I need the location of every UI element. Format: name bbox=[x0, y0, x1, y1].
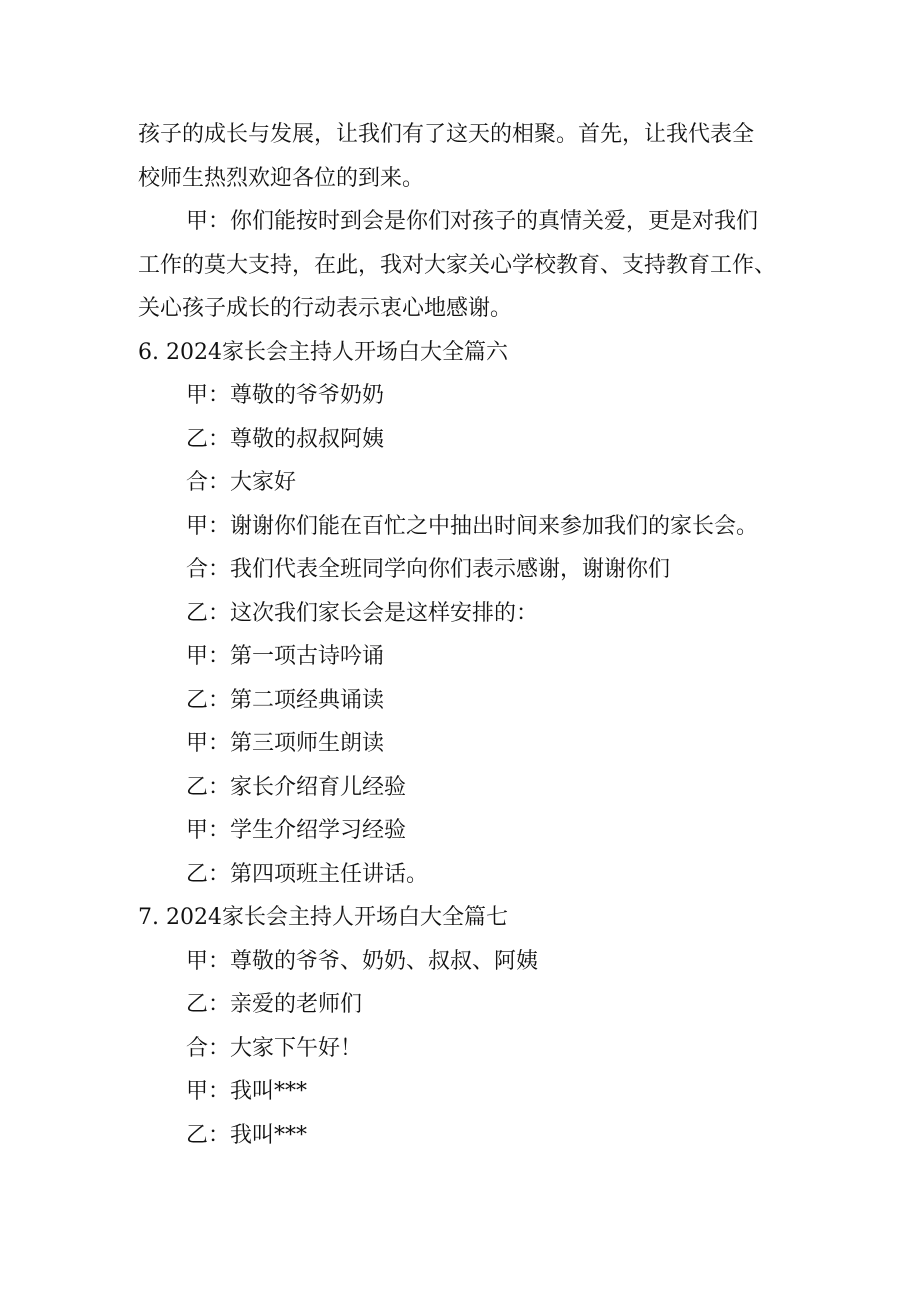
dialogue-line: 甲：我叫*** bbox=[186, 1079, 308, 1104]
document-page bbox=[138, 113, 788, 1157]
dialogue-line: 合：大家好 bbox=[186, 470, 297, 495]
dialogue-line: 甲：第三项师生朗读 bbox=[186, 731, 385, 756]
paragraph-line: 甲：你们能按时到会是你们对孩子的真情关爱，更是对我们 bbox=[186, 209, 759, 234]
section-heading-7: 7. 2024家长会主持人开场白大全篇七 bbox=[138, 905, 508, 930]
dialogue-line: 甲：学生介绍学习经验 bbox=[186, 818, 407, 843]
paragraph-line: 校师生热烈欢迎各位的到来。 bbox=[138, 165, 425, 191]
paragraph-line: 工作的莫大支持，在此，我对大家关心学校教育、支持教育工作、 bbox=[138, 252, 777, 278]
dialogue-line: 乙：第二项经典诵读 bbox=[186, 687, 385, 713]
dialogue-line: 乙：第四项班主任讲话。 bbox=[186, 861, 429, 887]
dialogue-line: 甲：谢谢你们能在百忙之中抽出时间来参加我们的家长会。 bbox=[186, 513, 759, 539]
paragraph-line: 孩子的成长与发展，让我们有了这天的相聚。首先，让我代表全 bbox=[138, 122, 755, 147]
section-heading-6: 6. 2024家长会主持人开场白大全篇六 bbox=[138, 339, 508, 365]
dialogue-line: 甲：尊敬的爷爷奶奶 bbox=[186, 383, 385, 408]
paragraph-line: 关心孩子成长的行动表示衷心地感谢。 bbox=[138, 296, 513, 321]
dialogue-line: 甲：尊敬的爷爷、奶奶、叔叔、阿姨 bbox=[186, 948, 539, 974]
dialogue-line: 合：大家下午好！ bbox=[186, 1035, 363, 1061]
dialogue-line: 乙：尊敬的叔叔阿姨 bbox=[186, 426, 385, 452]
dialogue-line: 乙：亲爱的老师们 bbox=[186, 992, 363, 1017]
dialogue-line: 乙：这次我们家长会是这样安排的： bbox=[186, 600, 539, 626]
dialogue-line: 甲：第一项古诗吟诵 bbox=[186, 644, 385, 669]
dialogue-line: 合：我们代表全班同学向你们表示感谢，谢谢你们 bbox=[186, 557, 671, 582]
dialogue-line: 乙：家长介绍育儿经验 bbox=[186, 774, 407, 800]
dialogue-line: 乙：我叫*** bbox=[186, 1122, 308, 1148]
